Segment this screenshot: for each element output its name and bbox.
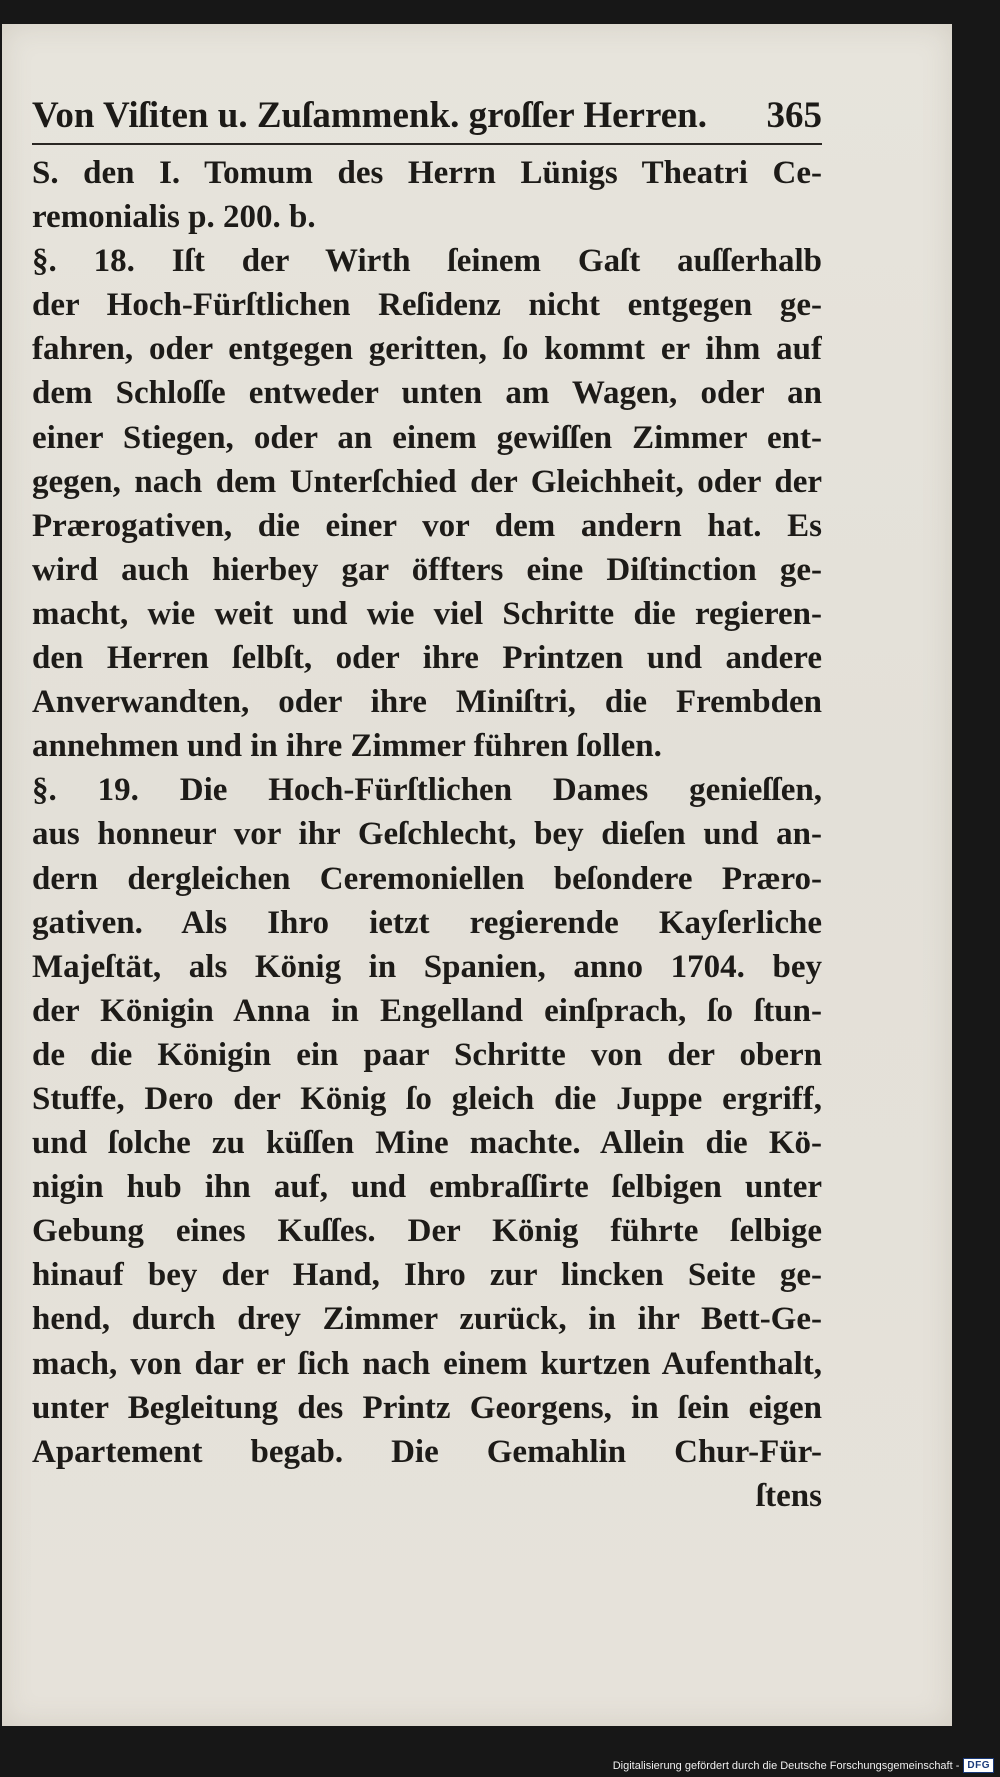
text-line: gegen, nach dem Unterſchied der Gleichheit, oder der xyxy=(32,463,822,500)
text-line: dem Schloſſe entweder unten am Wagen, oder an xyxy=(32,375,822,412)
text-line: Majeſtät, als König in Spanien, anno 1704. bey xyxy=(32,948,822,985)
text-line: Gebung eines Kuſſes. Der König führte ſelbige xyxy=(32,1213,822,1250)
text-line: aus honneur vor ihr Geſchlecht, bey dieſen und an- xyxy=(32,816,822,853)
book-page xyxy=(2,24,952,1726)
text-line: und ſolche zu küſſen Mine machte. Allein die Kö- xyxy=(32,1125,822,1162)
text-line: den Herren ſelbſt, oder ihre Printzen und andere xyxy=(32,640,822,677)
text-line: dern dergleichen Ceremoniellen beſondere Præro- xyxy=(32,860,822,897)
text-line: der Königin Anna in Engelland einſprach, ſo ſtun- xyxy=(32,992,822,1029)
credit-text: Digitalisierung gefördert durch die Deutsche Forschungsgemeinschaft - xyxy=(612,1759,960,1772)
text-line: hend, durch drey Zimmer zurück, in ihr Bett-Ge- xyxy=(32,1301,822,1338)
text-line: Prærogativen, die einer vor dem andern hat. Es xyxy=(32,507,822,544)
dfg-logo-icon: DFG xyxy=(963,1758,994,1773)
text-line: macht, wie weit und wie viel Schritte die regieren- xyxy=(32,595,822,632)
page-number: 365 xyxy=(766,95,822,136)
text-line: gativen. Als Ihro ietzt regierende Kayſerliche xyxy=(32,904,822,941)
text-line: S. den I. Tomum des Herrn Lünigs Theatri Ce- xyxy=(32,155,822,191)
text-line: Stuffe, Dero der König ſo gleich die Juppe ergriff, xyxy=(32,1080,822,1117)
text-line: der Hoch-Fürſtlichen Reſidenz nicht entgegen ge- xyxy=(32,287,822,324)
text-line: nigin hub ihn auf, und embraſſirte ſelbigen unter xyxy=(32,1169,822,1206)
running-title: Von Viſiten u. Zuſammenk. groſſer Herren. xyxy=(32,95,707,136)
text-line: unter Begleitung des Printz Georgens, in ſein eigen xyxy=(32,1389,822,1426)
text-line: Apartement begab. Die Gemahlin Chur-Für- xyxy=(32,1433,822,1470)
page-content xyxy=(32,94,822,1518)
catchword: ſtens xyxy=(756,1477,822,1514)
text-line: §. 18. Iſt der Wirth ſeinem Gaſt auſſerhalb xyxy=(32,243,822,280)
digitization-credit xyxy=(613,1758,994,1773)
text-line: remonialis p. 200. b. xyxy=(32,199,316,236)
text-line: de die Königin ein paar Schritte von der obern xyxy=(32,1036,822,1073)
text-line: einer Stiegen, oder an einem gewiſſen Zimmer ent- xyxy=(32,419,822,456)
running-header xyxy=(32,94,822,145)
text-line: §. 19. Die Hoch-Fürſtlichen Dames genieſſen, xyxy=(32,772,822,809)
text-line: wird auch hierbey gar öffters eine Diſtinction ge- xyxy=(32,551,822,588)
text-line: fahren, oder entgegen geritten, ſo kommt er ihm auf xyxy=(32,331,822,368)
text-line: annehmen und in ihre Zimmer führen ſollen. xyxy=(32,728,662,765)
body-text xyxy=(32,151,822,1518)
text-line: hinauf bey der Hand, Ihro zur lincken Seite ge- xyxy=(32,1257,822,1294)
text-line: mach, von dar er ſich nach einem kurtzen Aufenthalt, xyxy=(32,1345,822,1382)
text-line: Anverwandten, oder ihre Miniſtri, die Frembden xyxy=(32,684,822,721)
